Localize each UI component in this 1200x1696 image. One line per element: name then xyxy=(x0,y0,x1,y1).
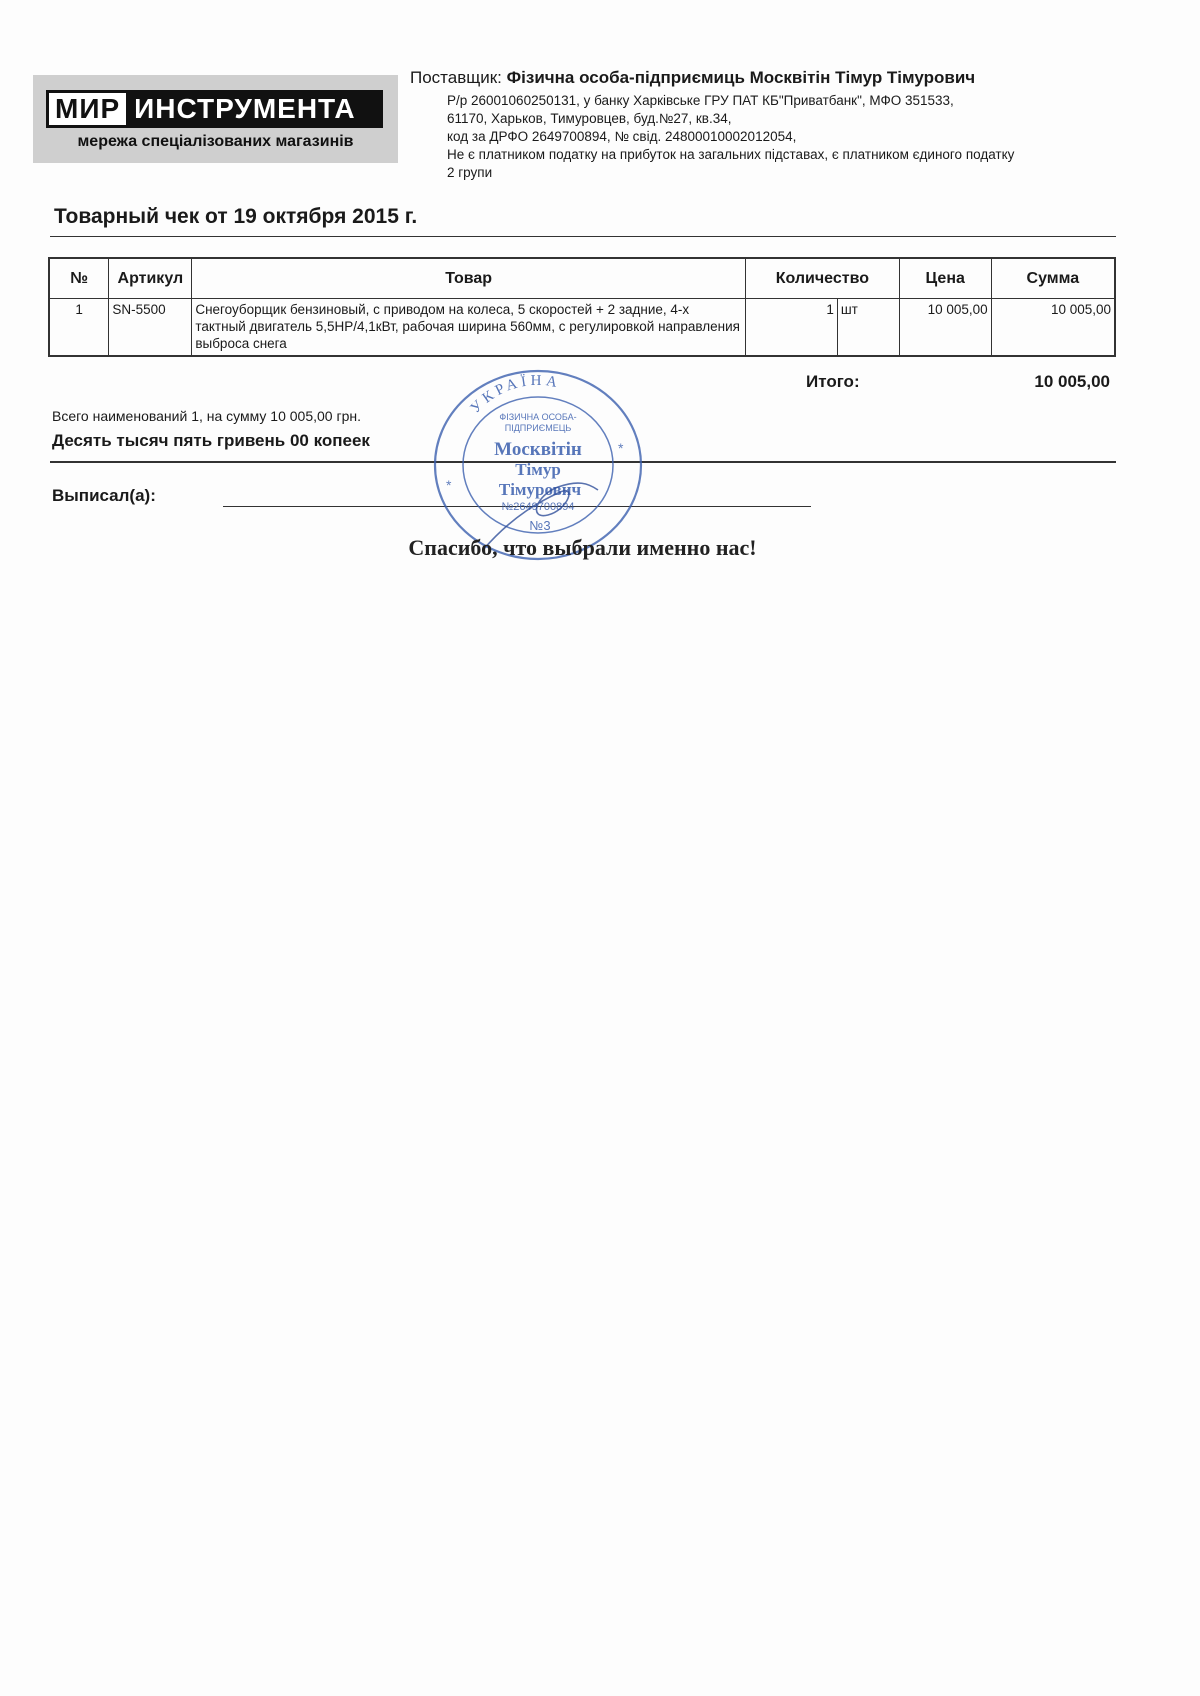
cell-qty: 1 xyxy=(745,299,837,357)
total-label: Итого: xyxy=(806,372,860,391)
supplier-detail-line: 61170, Харьков, Тимуровцев, буд.№27, кв.34, xyxy=(447,111,732,126)
supplier-detail-line: 2 групи xyxy=(447,165,493,180)
supplier-detail-line: Р/р 26001060250131, у банку Харківське ГРУ ПАТ КБ"Приватбанк", МФО 351533, xyxy=(447,93,954,108)
supplier-detail-line: код за ДРФО 2649700894, № свід. 24800010002012054, xyxy=(447,129,797,144)
header-price: Цена xyxy=(899,258,991,299)
svg-text:УКРАЇНА xyxy=(468,372,563,416)
supplier-heading xyxy=(410,68,975,88)
logo-word-2: ИНСТРУМЕНТА xyxy=(126,93,380,125)
supplier-name: Фізична особа-підприємиць Москвітін Тімур Тімурович xyxy=(506,68,976,87)
logo-wordmark xyxy=(46,90,383,128)
table-row xyxy=(49,299,1115,357)
supplier-label: Поставщик: xyxy=(410,68,502,87)
cell-sku: SN-5500 xyxy=(109,299,192,357)
header-num: № xyxy=(49,258,109,299)
stamp-star-icon: * xyxy=(618,440,624,456)
cell-sum: 10 005,00 xyxy=(991,299,1115,357)
supplier-detail-line: Не є платником податку на прибуток на загальних підставах, є платником єдиного податку xyxy=(447,147,1015,162)
cell-price: 10 005,00 xyxy=(899,299,991,357)
company-logo xyxy=(33,75,398,163)
header-qty: Количество xyxy=(745,258,899,299)
logo-word-1: МИР xyxy=(49,93,126,125)
items-count-line: Всего наименований 1, на сумму 10 005,00 грн. xyxy=(52,408,361,424)
cell-unit: шт xyxy=(837,299,899,357)
stamp-country: УКРАЇНА xyxy=(467,372,563,417)
table-header-row xyxy=(49,258,1115,299)
stamp-name-2: Тімур xyxy=(515,460,561,479)
stamp-name-1: Москвітін xyxy=(494,439,582,460)
thank-you-message: Спасибо, что выбрали именно нас! xyxy=(408,535,757,560)
document-title: Товарный чек от 19 октября 2015 г. xyxy=(54,205,418,228)
stamp-name-3: Тімурович xyxy=(498,480,582,499)
header-sum: Сумма xyxy=(991,258,1115,299)
title-divider xyxy=(50,236,1116,237)
stamp-code: №2649700894 xyxy=(501,501,575,513)
amount-in-words: Десять тысяч пять гривень 00 копеек xyxy=(52,431,370,450)
logo-tagline: мережа спеціалізованих магазинів xyxy=(77,133,354,150)
issuer-label: Выписал(а): xyxy=(52,486,156,505)
header-product: Товар xyxy=(192,258,746,299)
stamp-line-1: ФІЗИЧНА ОСОБА- xyxy=(499,412,577,422)
stamp-line-2: ПІДПРИЄМЕЦЬ xyxy=(504,423,572,433)
cell-product: Снегоуборщик бензиновый, с приводом на колеса, 5 скоростей + 2 задние, 4-х тактный двигатель 5,5HP/4,1кВт, рабочая ширина 560мм, с регулировкой направления выброса снега xyxy=(192,299,746,357)
cell-num: 1 xyxy=(49,299,109,357)
header-sku: Артикул xyxy=(109,258,192,299)
stamp-star-icon: * xyxy=(446,477,452,493)
stamp-number: №3 xyxy=(529,518,551,533)
items-table xyxy=(48,257,1116,357)
total-value: 10 005,00 xyxy=(1034,372,1110,391)
